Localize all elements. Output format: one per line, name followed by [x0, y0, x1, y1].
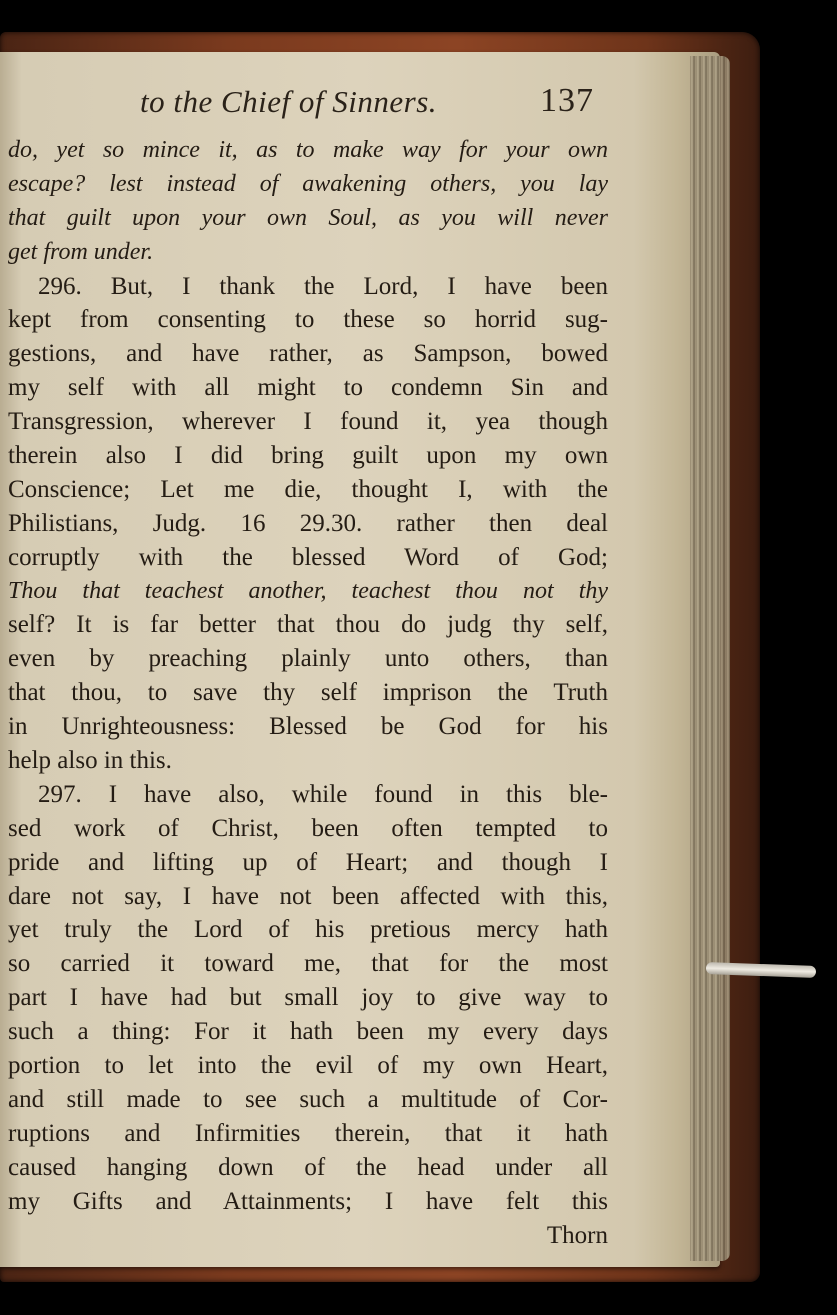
text-line: so carried it toward me, that for the most: [8, 950, 608, 978]
text-line: portion to let into the evil of my own Heart,: [8, 1052, 608, 1080]
text-line: yet truly the Lord of his pretious mercy hath: [8, 916, 608, 944]
text-line: caused hanging down of the head under all: [8, 1153, 608, 1181]
text-line: in Unrighteousness: Blessed be God for his: [8, 713, 608, 741]
text-line: and still made to see such a multitude of Cor-: [8, 1085, 608, 1113]
catchword-line: [8, 1219, 608, 1253]
text-line: pride and lifting up of Heart; and though I: [8, 848, 609, 876]
text-line: self? It is far better that thou do judg thy self,: [8, 611, 608, 639]
text-line: 296. But, I thank the Lord, I have been: [38, 272, 609, 300]
text-line: Thou that teachest another, teachest thou not thy: [8, 577, 609, 604]
text-line: Philistians, Judg. 16 29.30. rather then deal: [8, 509, 609, 537]
text-line: part I have had but small joy to give way to: [8, 984, 609, 1012]
page-header: [0, 84, 690, 134]
text-line: kept from consenting to these so horrid sug-: [8, 306, 609, 334]
text-line: my Gifts and Attainments; I have felt this: [8, 1187, 609, 1215]
running-title: to the Chief of Sinners.: [140, 84, 438, 119]
text-line: 297. I have also, while found in this ble-: [38, 780, 609, 808]
page-number: 137: [540, 82, 594, 119]
page-fore-edge: [690, 56, 730, 1261]
body-text: [8, 134, 608, 1252]
text-line: gestions, and have rather, as Sampson, bowed: [8, 340, 609, 368]
text-line: that guilt upon your own Soul, as you will never: [8, 204, 608, 231]
text-line: my self with all might to condemn Sin and: [8, 374, 609, 402]
text-line: do, yet so mince it, as to make way for your own: [8, 137, 608, 163]
text-line: dare not say, I have not been affected with this,: [8, 882, 608, 910]
text-line: even by preaching plainly unto others, than: [8, 645, 608, 673]
text-line: escape? lest instead of awakening others, you lay: [8, 170, 609, 197]
catchword: Thorn: [546, 1221, 608, 1249]
text-line: ruptions and Infirmities therein, that it hath: [8, 1119, 608, 1147]
text-line: sed work of Christ, been often tempted to: [8, 814, 608, 842]
text-line: that thou, to save thy self imprison the Truth: [8, 679, 608, 707]
text-line: therein also I did bring guilt upon my own: [8, 442, 608, 470]
text-line: Conscience; Let me die, thought I, with the: [8, 475, 608, 503]
text-line: Transgression, wherever I found it, yea though: [8, 408, 609, 436]
text-line: help also in this.: [8, 747, 172, 775]
text-line: corruptly with the blessed Word of God;: [8, 543, 608, 571]
text-line: get from under.: [8, 238, 154, 265]
text-line: such a thing: For it hath been my every days: [8, 1018, 608, 1046]
